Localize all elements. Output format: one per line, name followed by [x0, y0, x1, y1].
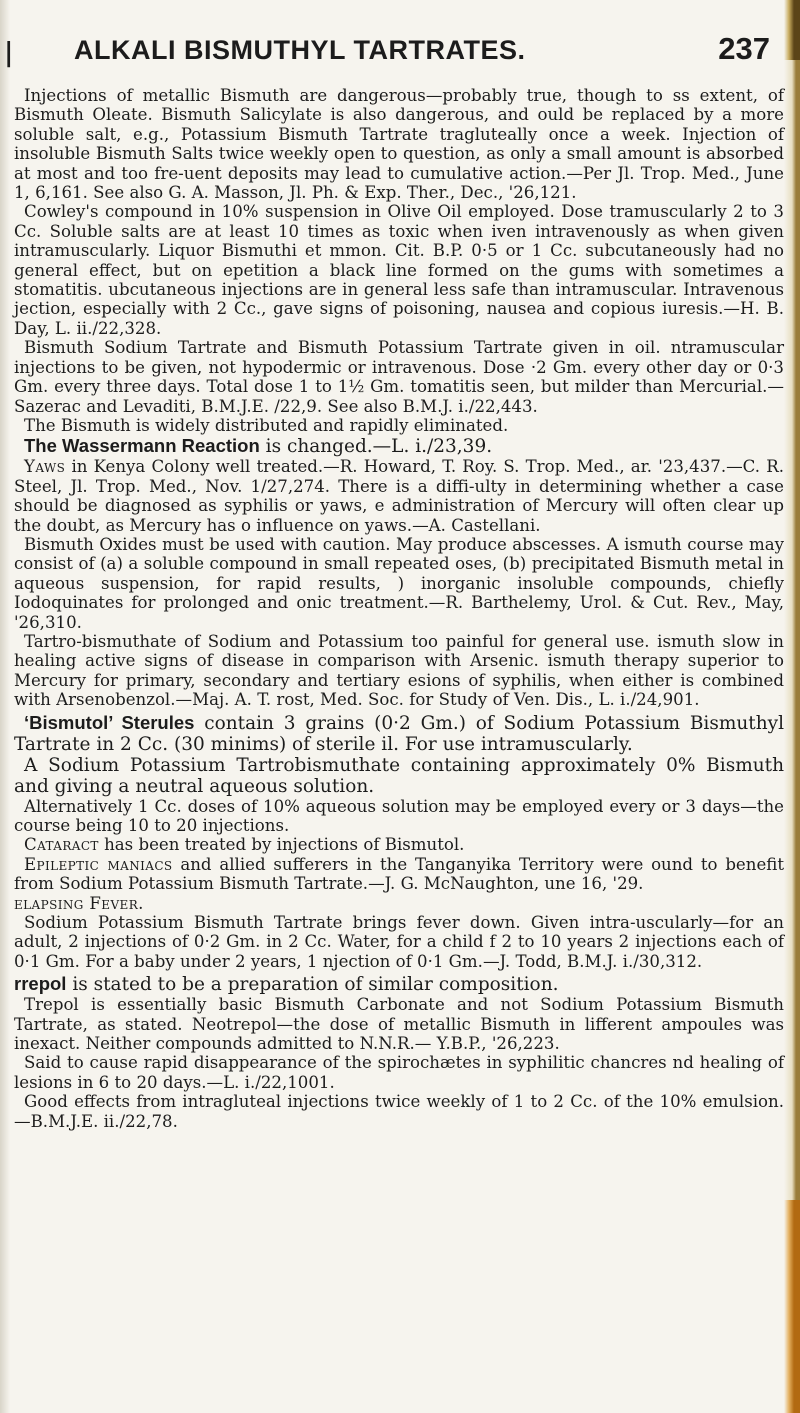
paragraph-1: Injections of metallic Bismuth are dangerous—probably true, though to ss extent, of Bismuth Oleate. Bismuth Salicylate is also dangerous, and ould be replaced by a more soluble salt, e.g., Potassium Bismuth Tartrate tragluteally once a week. Injection of insoluble Bismuth Salts twice weekly open to question, as only a small amount is absorbed at most and too fre-uent deposits may lead to cumulative action.—Per Jl. Trop. Med., June 1, 6,161. See also G. A. Masson, Jl. Ph. & Exp. Ther., Dec., '26,121.: [14, 86, 784, 203]
bismutol-sterules-rest: contain 3 grains (0·2 Gm.) of Sodium Potassium Bismuthyl Tartrate in 2 Cc. (30 minims) of sterile il. For use intramuscularly.: [14, 712, 785, 755]
trepol-heading-bold: rrepol: [14, 973, 67, 995]
paragraph-good-effects: Good effects from intragluteal injections twice weekly of 1 to 2 Cc. of the 10% emulsion.—B.M.J.E. ii./22,78.: [14, 1092, 784, 1131]
trepol-heading-rest: is stated to be a preparation of similar composition.: [66, 974, 559, 996]
paragraph-relapsing: Sodium Potassium Bismuth Tartrate brings fever down. Given intra-uscularly—for an adult, 2 injections of 0·2 Gm. in 2 Cc. Water, for a child f 2 to 10 years 2 injections each of 0·1 Gm. For a baby under 2 years, 1 njection of 0·1 Gm.—J. Todd, B.M.J. i./30,312.: [14, 913, 784, 971]
cataract-text: has been treated by injections of Bismutol.: [98, 835, 465, 855]
running-header: [0, 22, 800, 68]
wassermann-heading-rest: is changed.—L. i./23,39.: [259, 436, 493, 458]
header-mark: |: [4, 38, 14, 68]
relapsing-fever-heading: elapsing Fever.: [14, 893, 144, 913]
wassermann-heading-bold: The Wassermann Reaction: [24, 435, 260, 457]
page-body: [14, 86, 784, 1131]
epileptic-text: and allied sufferers in the Tanganyika Territory were ound to benefit from Sodium Potassium Bismuth Tartrate.—J. G. McNaughton, une 16, '29.: [14, 854, 785, 894]
cataract-lead: Cataract: [24, 835, 99, 855]
paragraph-epileptic: [14, 855, 784, 894]
wassermann-heading: [14, 435, 784, 457]
page-right-edge-bottom: [784, 1200, 800, 1413]
bismutol-sterules: [14, 712, 784, 755]
page-left-edge: [0, 0, 10, 1413]
paragraph-tartro: Tartro-bismuthate of Sodium and Potassium too painful for general use. ismuth slow in healing active signs of disease in comparison with Arsenic. ismuth therapy superior to Mercury for primary, secondary and tertiary esions of syphilis, when either is combined with Arsenobenzol.—Maj. A. T. rost, Med. Soc. for Study of Ven. Dis., L. i./24,901.: [14, 631, 784, 710]
paragraph-yaws: [14, 457, 784, 535]
paragraph-alternatively: Alternatively 1 Cc. doses of 10% aqueous solution may be employed every or 3 days—the course being 10 to 20 injections.: [14, 796, 784, 835]
page-number: 237: [718, 31, 770, 66]
yaws-text: in Kenya Colony well treated.—R. Howard, T. Roy. S. Trop. Med., ar. '23,437.—C. R. Steel, Jl. Trop. Med., Nov. 1/27,274. There is a diffi-ulty in determining whether a case should be diagnosed as syphilis or yaws, e administration of Mercury will often clear up the doubt, as Mercury has o influence on yaws.—A. Castellani.: [14, 457, 784, 535]
paragraph-3: Bismuth Sodium Tartrate and Bismuth Potassium Tartrate given in oil. ntramuscular injections to be given, not hypodermic or intravenous. Dose ·2 Gm. every other day or 0·3 Gm. every three days. Total dose 1 to 1½ Gm. tomatitis seen, but milder than Mercurial.—Sazerac and Levaditi, B.M.J.E. /22,9. See also B.M.J. i./22,443.: [14, 338, 784, 416]
paragraph-2: Cowley's compound in 10% suspension in Olive Oil employed. Dose tramuscularly 2 to 3 Cc. Soluble salts are at least 10 times as toxic when iven intravenously as when given intramuscularly. Liquor Bismuthi et mmon. Cit. B.P. 0·5 or 1 Cc. subcutaneously had no general effect, but on epetition a black line formed on the gums with sometimes a stomatitis. ubcutaneous injections are in general less safe than intramuscular. Intravenous jection, especially with 2 Cc., gave signs of poisoning, nausea and copious iuresis.—H. B. Day, L. ii./22,328.: [14, 202, 784, 338]
epileptic-lead: Epileptic maniacs: [24, 854, 173, 874]
paragraph-4: The Bismuth is widely distributed and rapidly eliminated.: [24, 415, 509, 435]
paragraph-cataract: [14, 835, 784, 854]
paragraph-sodium-potassium: A Sodium Potassium Tartrobismuthate containing approximately 0% Bismuth and giving a neutral aqueous solution.: [14, 754, 784, 797]
paragraph-said: Said to cause rapid disappearance of the spirochætes in syphilitic chancres nd healing of lesions in 6 to 20 days.—L. i./22,1001.: [14, 1053, 784, 1092]
paragraph-oxides: Bismuth Oxides must be used with caution. May produce abscesses. A ismuth course may consist of (a) a soluble compound in small repeated oses, (b) precipitated Bismuth metal in aqueous suspension, for rapid results, ) inorganic insoluble compounds, chiefly Iodoquinates for prolonged and onic treatment.—R. Barthelemy, Urol. & Cut. Rev., May, '26,310.: [14, 534, 784, 632]
bismutol-sterules-bold: ‘Bismutol’ Sterules: [24, 711, 195, 733]
running-title: ALKALI BISMUTHYL TARTRATES.: [74, 35, 526, 65]
yaws-lead: Yaws: [24, 457, 66, 477]
trepol-heading: [14, 973, 784, 995]
paragraph-trepol: Trepol is essentially basic Bismuth Carbonate and not Sodium Potassium Bismuth Tartrate, as stated. Neotrepol—the dose of metallic Bismuth in lifferent ampoules was inexact. Neither compounds admitted to N.N.R.— Y.B.P., '26,223.: [14, 995, 784, 1054]
